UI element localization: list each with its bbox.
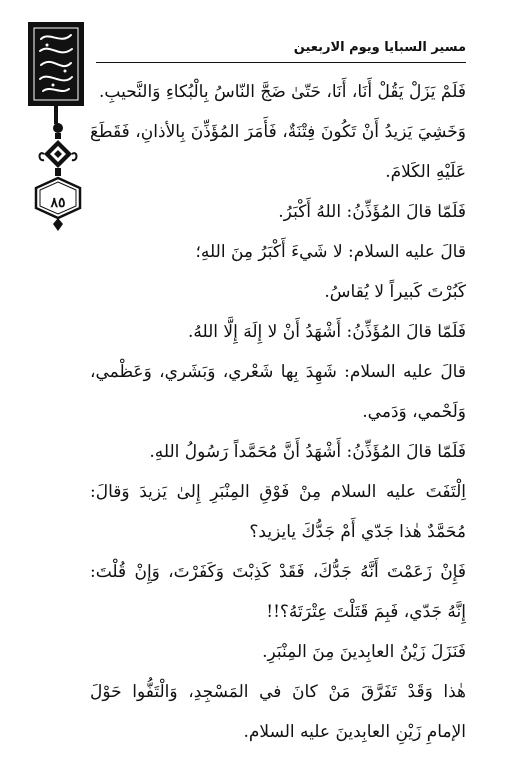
paragraph-6: فَلَمّا قالَ المُؤَذِّنُ: أَشْهَدُ أَنْ لا إِلَهَ إِلَّا اللهُ. bbox=[187, 322, 466, 342]
paragraph-12: هٰذا وَقَدْ تَفَرَّقَ مَنْ كانَ في المَسْجِدِ، وَالْتَفُّوا حَوْلَ الإمامِ زَيْنِ العابِدينَ عليه السلام. bbox=[90, 682, 466, 742]
paragraph-7: قالَ عليه السلام: شَهِدَ بِها شَعْري، وَبَشَري، وَعَظْمي، وَلَحْمي، وَدَمي. bbox=[90, 362, 466, 422]
paragraph-9: اِلْتَفَتَ عليه السلام مِنْ فَوْقِ المِنْبَرِ إِلىٰ يَزيدَ وَقالَ: مُحَمَّدٌ هٰذا جَدّي أَمْ جَدُّكَ يايزيد؟ bbox=[90, 482, 466, 542]
paragraph-8: فَلَمّا قالَ المُؤَذِّنُ: أَشْهَدُ أَنَّ مُحَمَّداً رَسُولُ اللهِ. bbox=[149, 442, 466, 462]
ornamental-medallion-icon bbox=[32, 122, 84, 232]
paragraph-4: قالَ عليه السلام: لا شَيءَ أَكْبَرُ مِنَ اللهِ؛ bbox=[195, 242, 466, 262]
header-divider bbox=[96, 62, 466, 63]
paragraph-2: وَخَشِيَ يَزيدُ أَنْ تَكُونَ فِتْنَةٌ، فَأَمَرَ المُؤَذِّنَ بِالأذانِ، فَقَطَعَ عَلَيْهِ الكَلامَ. bbox=[90, 122, 466, 182]
paragraph-10: فَإِنْ زَعَمْتَ أَنَّهُ جَدُّكَ، فَقَدْ كَذِبْتَ وَكَفَرْتَ، وَإِنْ قُلْتَ: إِنَّهُ جَدّي، فَبِمَ قَتَلْتَ عِتْرَتَهُ؟!! bbox=[90, 562, 466, 622]
calligraphy-emblem-icon bbox=[28, 22, 84, 106]
paragraph-1: فَلَمْ يَزَلْ يَقُلْ أَنَا، أَنَا، حَتّىٰ ضَجَّ النّاسُ بِالْبُكاءِ وَالنَّحيبِ. bbox=[98, 82, 466, 102]
paragraph-5: كَبُرْتَ كَبيراً لا يُقاسُ. bbox=[324, 282, 466, 302]
page-body bbox=[90, 72, 466, 752]
paragraph-3: فَلَمّا قالَ المُؤَذِّنُ: اللهُ أَكْبَرُ. bbox=[278, 202, 466, 222]
page-ornament bbox=[28, 22, 88, 222]
paragraph-11: فَنَزَلَ زَيْنُ العابِدينَ مِنَ المِنْبَرِ. bbox=[262, 642, 466, 662]
page-number: ٨٥ bbox=[50, 195, 66, 211]
running-header-title: مسير السبايا ويوم الاربعين bbox=[293, 40, 466, 55]
